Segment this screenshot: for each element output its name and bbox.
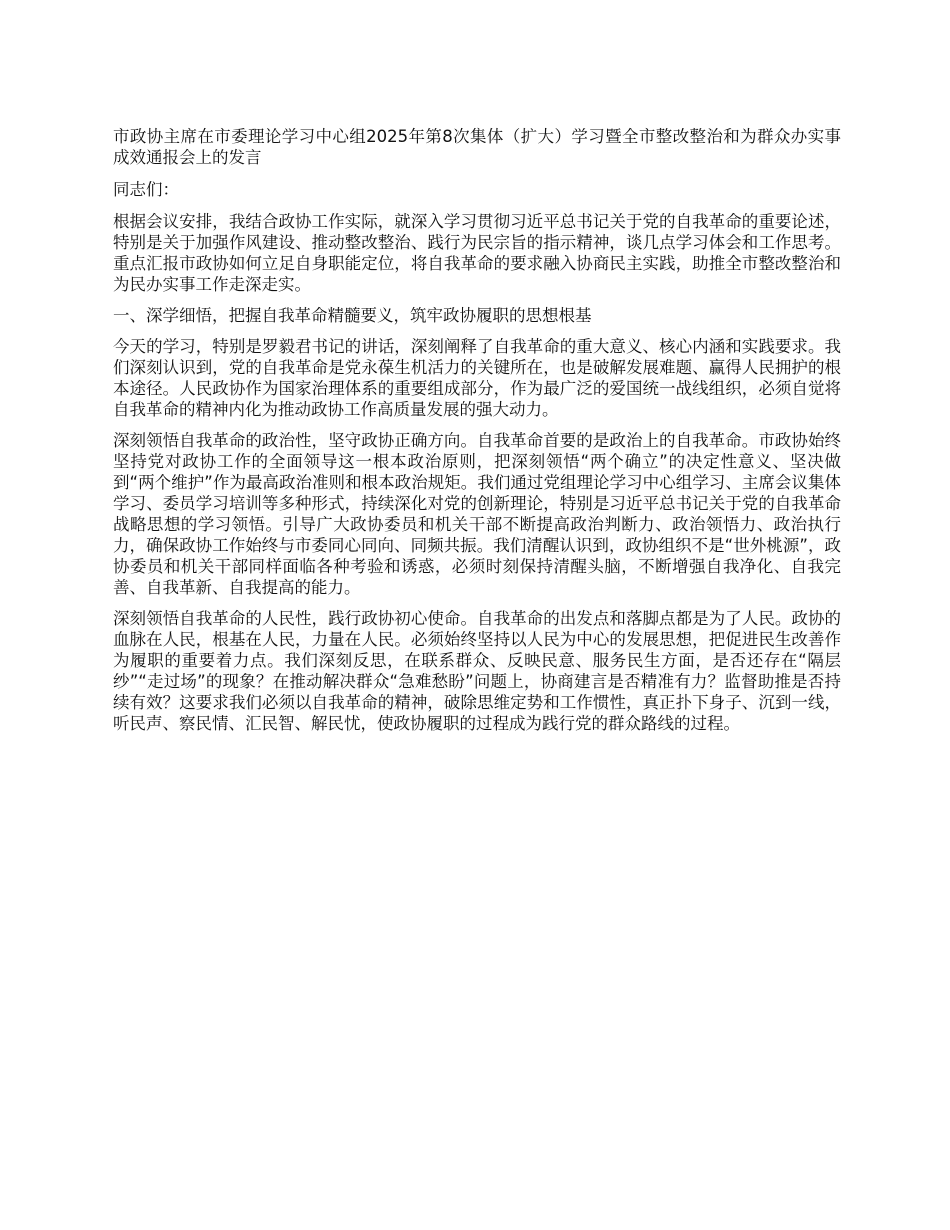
body-paragraph: 深刻领悟自我革命的人民性，践行政协初心使命。自我革命的出发点和落脚点都是为了人民。政协的血脉在人民，根基在人民，力量在人民。必须始终坚持以人民为中心的发展思想，把促进民生改善作为履职的重要着力点。我们深刻反思，在联系群众、反映民意、服务民生方面，是否还存在“隔层纱”“走过场”的现象？在推动解决群众“急难愁盼”问题上，协商建言是否精准有力？监督助推是否持续有效？这要求我们必须以自我革命的精神，破除思维定势和工作惯性，真正扑下身子、沉到一线，听民声、察民情、汇民智、解民忧，使政协履职的过程成为践行党的群众路线的过程。 <box>113 609 841 733</box>
document-title: 市政协主席在市委理论学习中心组2025年第8次集体（扩大）学习暨全市整改整治和为群众办实事成效通报会上的发言 <box>113 127 841 167</box>
body-paragraph: 深刻领悟自我革命的政治性，坚守政协正确方向。自我革命首要的是政治上的自我革命。市政协始终坚持党对政协工作的全面领导这一根本政治原则，把深刻领悟“两个确立”的决定性意义、坚决做到“两个维护”作为最高政治准则和根本政治规矩。我们通过党组理论学习中心组学习、主席会议集体学习、委员学习培训等多种形式，持续深化对党的创新理论，特别是习近平总书记关于党的自我革命战略思想的学习领悟。引导广大政协委员和机关干部不断提高政治判断力、政治领悟力、政治执行力，确保政协工作始终与市委同心同向、同频共振。我们清醒认识到，政协组织不是“世外桃源”，政协委员和机关干部同样面临各种考验和诱惑，必须时刻保持清醒头脑，不断增强自我净化、自我完善、自我革新、自我提高的能力。 <box>113 431 841 597</box>
salutation: 同志们： <box>113 180 179 199</box>
document-body <box>113 126 841 744</box>
section-heading: 一、深学细悟，把握自我革命精髓要义，筑牢政协履职的思想根基 <box>113 306 592 325</box>
intro-paragraph: 根据会议安排，我结合政协工作实际，就深入学习贯彻习近平总书记关于党的自我革命的重要论述，特别是关于加强作风建设、推动整改整治、践行为民宗旨的指示精神，谈几点学习体会和工作思考。重点汇报市政协如何立足自身职能定位，将自我革命的要求融入协商民主实践，助推全市整改整治和为民办实事工作走深走实。 <box>113 212 841 294</box>
body-paragraph: 今天的学习，特别是罗毅君书记的讲话，深刻阐释了自我革命的重大意义、核心内涵和实践要求。我们深刻认识到，党的自我革命是党永葆生机活力的关键所在，也是破解发展难题、赢得人民拥护的根本途径。人民政协作为国家治理体系的重要组成部分，作为最广泛的爱国统一战线组织，必须自觉将自我革命的精神内化为推动政协工作高质量发展的强大动力。 <box>113 337 841 419</box>
